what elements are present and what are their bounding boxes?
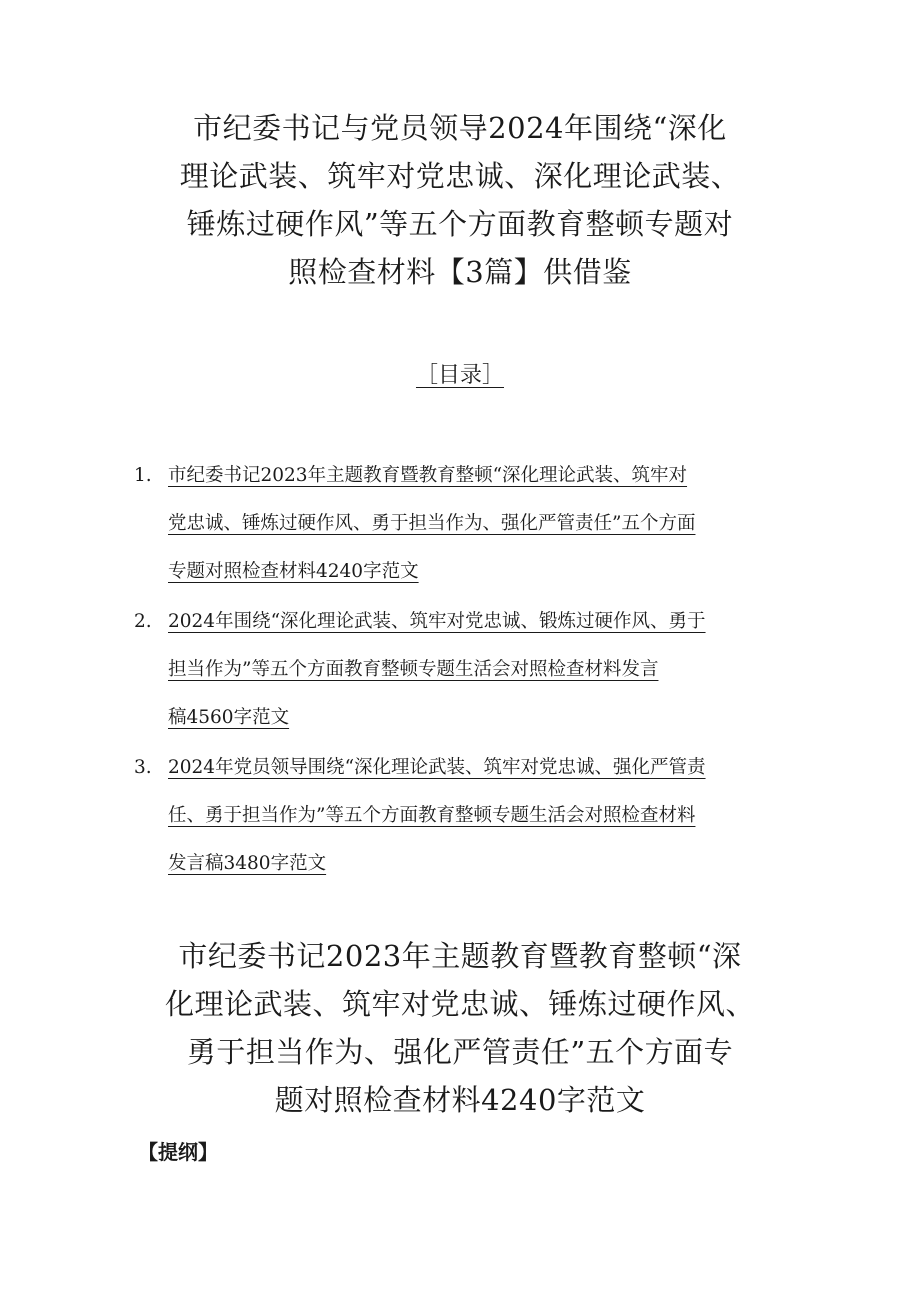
toc-link-line[interactable]: 2024年党员领导围绕“深化理论武装、筑牢对党忠诚、强化严管责 bbox=[168, 757, 706, 778]
toc-link-line[interactable]: 任、勇于担当作为”等五个方面教育整顿专题生活会对照检查材料 bbox=[168, 805, 696, 826]
toc-item bbox=[134, 744, 794, 888]
toc-link-line[interactable]: 发言稿3480字范文 bbox=[168, 853, 327, 874]
title-line: 锤炼过硬作风”等五个方面教育整顿专题对 bbox=[186, 207, 734, 241]
toc-item-number: 3. bbox=[134, 757, 152, 778]
toc-link-line[interactable]: 党忠诚、锤炼过硬作风、勇于担当作为、强化严管责任”五个方面 bbox=[168, 513, 696, 534]
toc-item-number: 1. bbox=[134, 465, 152, 486]
toc-heading bbox=[0, 360, 920, 392]
section-title-line: 勇于担当作为、强化严管责任”五个方面专 bbox=[186, 1035, 734, 1069]
section-title-line: 化理论武装、筑牢对党忠诚、锤炼过硬作风、 bbox=[164, 987, 755, 1021]
outline-label: 【提纲】 bbox=[138, 1140, 218, 1164]
title-line: 理论武装、筑牢对党忠诚、深化理论武装、 bbox=[179, 159, 741, 193]
toc-link-line[interactable]: 市纪委书记2023年主题教育暨教育整顿“深化理论武装、筑牢对 bbox=[168, 465, 688, 486]
toc-link-line[interactable]: 2024年围绕“深化理论武装、筑牢对党忠诚、锻炼过硬作风、勇于 bbox=[168, 611, 706, 632]
table-of-contents bbox=[134, 452, 794, 890]
toc-link-1[interactable] bbox=[168, 452, 794, 596]
title-line: 市纪委书记与党员领导2024年围绕“深化 bbox=[193, 111, 727, 145]
title-line: 照检查材料【3篇】供借鉴 bbox=[288, 255, 632, 289]
document-title bbox=[150, 104, 770, 296]
toc-item bbox=[134, 598, 794, 742]
toc-item bbox=[134, 452, 794, 596]
toc-link-2[interactable] bbox=[168, 598, 794, 742]
section-title-line: 题对照检查材料4240字范文 bbox=[274, 1083, 646, 1117]
toc-link-line[interactable]: 担当作为”等五个方面教育整顿专题生活会对照检查材料发言 bbox=[168, 659, 659, 680]
toc-link-line[interactable]: 专题对照检查材料4240字范文 bbox=[168, 561, 419, 582]
toc-link-line[interactable]: 稿4560字范文 bbox=[168, 707, 290, 728]
toc-link-3[interactable] bbox=[168, 744, 794, 888]
toc-heading-text: ［目录］ bbox=[415, 363, 504, 388]
section-title-line: 市纪委书记2023年主题教育暨教育整顿“深 bbox=[178, 939, 742, 973]
section-title bbox=[130, 932, 790, 1124]
toc-item-number: 2. bbox=[134, 611, 152, 632]
